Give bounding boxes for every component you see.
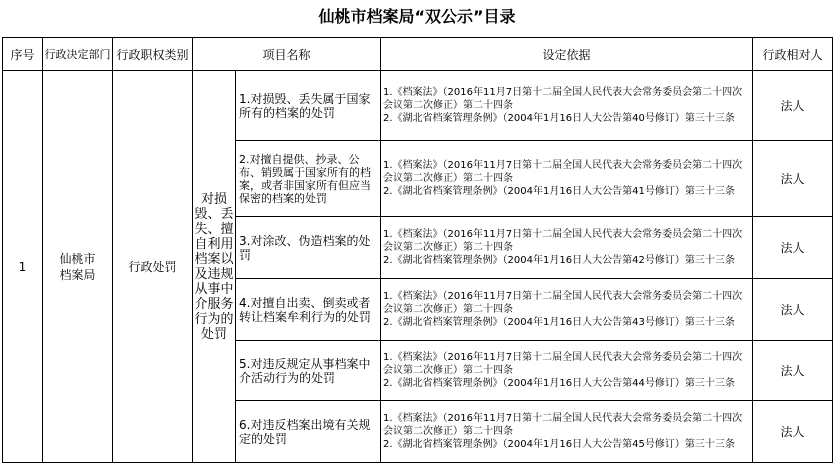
object-cell: 法人: [753, 217, 833, 279]
header-dept: 行政决定部门: [43, 38, 113, 71]
seq-cell: 1: [3, 71, 43, 463]
object-cell: 法人: [753, 401, 833, 463]
basis-law: 1.《档案法》（2016年11月7日第十二届全国人民代表大会常务委员会第二十四次会议第二次修正）第二十四条: [383, 229, 743, 253]
basis-cell: [381, 217, 753, 279]
basis-cell: [381, 401, 753, 463]
basis-regulation: 2.《湖北省档案管理条例》（2004年1月16日人大公告第40号修订）第三十三条: [383, 113, 735, 124]
basis-law: 1.《档案法》（2016年11月7日第十二届全国人民代表大会常务委员会第二十四次会议第二次修正）第二十四条: [383, 291, 743, 315]
basis-law: 1.《档案法》（2016年11月7日第十二届全国人民代表大会常务委员会第二十四次会议第二次修正）第二十四条: [383, 352, 743, 376]
basis-regulation: 2.《湖北省档案管理条例》（2004年1月16日人大公告第43号修订）第三十三条: [383, 317, 735, 328]
header-object: 行政相对人: [753, 38, 833, 71]
header-seq: 序号: [3, 38, 43, 71]
basis-regulation: 2.《湖北省档案管理条例》（2004年1月16日人大公告第45号修订）第三十三条: [383, 439, 735, 450]
dept-cell: [43, 71, 113, 463]
header-item: 项目名称: [193, 38, 381, 71]
sub-category-cell: [193, 71, 236, 463]
basis-cell: [381, 279, 753, 341]
catalog-table: [2, 37, 833, 463]
item-cell: 6.对违反档案出境有关规定的处罚: [236, 401, 381, 463]
basis-law: 1.《档案法》（2016年11月7日第十二届全国人民代表大会常务委员会第二十四次会议第二次修正）第二十四条: [383, 160, 743, 184]
basis-regulation: 2.《湖北省档案管理条例》（2004年1月16日人大公告第42号修订）第三十三条: [383, 255, 735, 266]
category-cell: 行政处罚: [113, 71, 193, 463]
header-category: 行政职权类别: [113, 38, 193, 71]
dept-text: 仙桃市档案局: [59, 251, 96, 282]
item-cell: 1.对损毁、丢失属于国家所有的档案的处罚: [236, 71, 381, 141]
basis-law: 1.《档案法》（2016年11月7日第十二届全国人民代表大会常务委员会第二十四次会议第二次修正）第二十四条: [383, 413, 743, 437]
header-row: [3, 38, 833, 71]
header-basis: 设定依据: [381, 38, 753, 71]
item-cell: 4.对擅自出卖、倒卖或者转让档案牟利行为的处罚: [236, 279, 381, 341]
basis-regulation: 2.《湖北省档案管理条例》（2004年1月16日人大公告第41号修订）第三十三条: [383, 186, 735, 197]
page-title: 仙桃市档案局“双公示”目录: [318, 7, 516, 26]
basis-cell: [381, 341, 753, 401]
object-cell: 法人: [753, 341, 833, 401]
sub-category-text: 对损毁、丢失、擅自利用档案以及违规从事中介服务行为的处罚: [194, 191, 234, 342]
item-cell: 5.对违反规定从事档案中介活动行为的处罚: [236, 341, 381, 401]
item-cell: 3.对涂改、伪造档案的处罚: [236, 217, 381, 279]
item-cell: 2.对擅自提供、抄录、公布、销毁属于国家所有的档案，或者非国家所有但应当保密的档案的处罚: [236, 141, 381, 217]
basis-law: 1.《档案法》（2016年11月7日第十二届全国人民代表大会常务委员会第二十四次会议第二次修正）第二十四条: [383, 87, 743, 111]
basis-regulation: 2.《湖北省档案管理条例》（2004年1月16日人大公告第44号修订）第三十三条: [383, 378, 735, 389]
table-row: [3, 71, 833, 141]
object-cell: 法人: [753, 279, 833, 341]
object-cell: 法人: [753, 71, 833, 141]
object-cell: 法人: [753, 141, 833, 217]
basis-cell: [381, 141, 753, 217]
basis-cell: [381, 71, 753, 141]
